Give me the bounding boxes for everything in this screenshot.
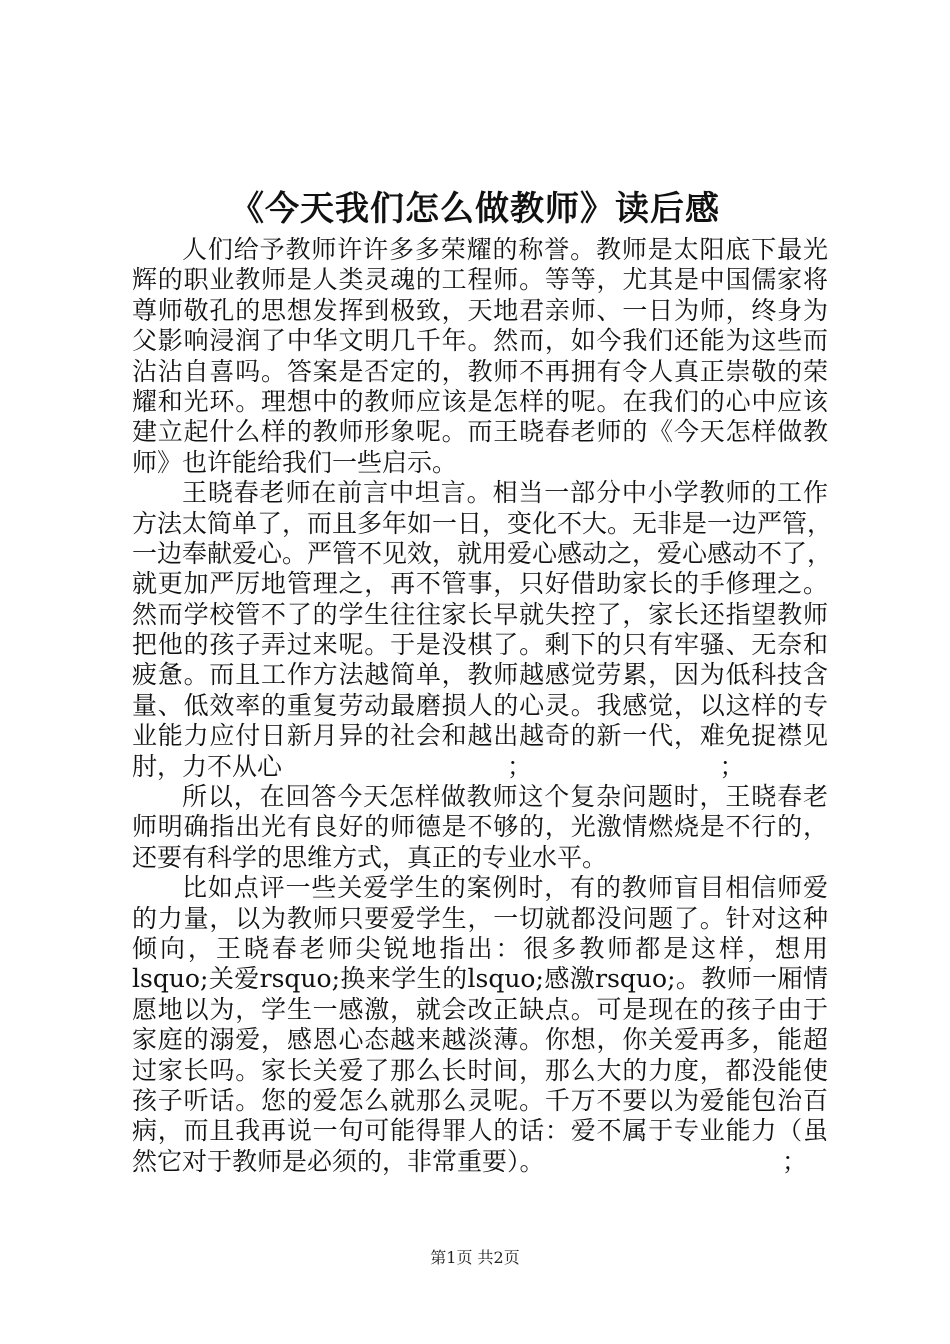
text-line: 方法太简单了，而且多年如一日，变化不大。无非是一边严管， [132,508,833,538]
text-line: 业能力应付日新月异的社会和越出越奇的新一代，难免捉襟见 [132,721,828,751]
text-line: 然它对于教师是必须的，非常重要）。 ； [132,1146,808,1176]
text-line: 病，而且我再说一句可能得罪人的话：爱不属于专业能力（虽 [132,1116,828,1146]
text-line: 所以，在回答今天怎样做教师这个复杂问题时，王晓春老 [182,782,828,812]
text-line: 父影响浸润了中华文明几千年。然而，如今我们还能为这些而 [132,326,828,356]
text-line: 耀和光环。理想中的教师应该是怎样的呢。在我们的心中应该 [132,386,828,416]
text-line: 尊师敬孔的思想发挥到极致，天地君亲师、一日为师，终身为 [132,295,828,325]
document-body [132,235,833,1177]
text-line: 辉的职业教师是人类灵魂的工程师。等等，尤其是中国儒家将 [132,265,828,295]
text-line: 建立起什么样的教师形象呢。而王晓春老师的《今天怎样做教 [132,417,828,447]
text-line: 然而学校管不了的学生往往家长早就失控了，家长还指望教师 [132,599,828,629]
text-line: lsquo;关爱rsquo;换来学生的lsquo;感激rsquo;。教师一厢情 [132,964,828,994]
text-line: 沾沾自喜吗。答案是否定的，教师不再拥有令人真正崇敬的荣 [132,356,828,386]
text-line: 人们给予教师许许多多荣耀的称誉。教师是太阳底下最光 [182,235,828,264]
text-line: 王晓春老师在前言中坦言。相当一部分中小学教师的工作 [182,478,828,508]
text-line: 量、低效率的重复劳动最磨损人的心灵。我感觉，以这样的专 [132,690,828,720]
document-title: 《今天我们怎么做教师》读后感 [230,189,720,229]
text-line: 家庭的溺爱，感恩心态越来越淡薄。你想，你关爱再多，能超 [132,1025,828,1055]
text-line: 就更加严厉地管理之，再不管事，只好借助家长的手修理之。 [132,569,828,599]
page-footer: 第1页 共2页 [430,1248,520,1267]
text-line: 比如点评一些关爱学生的案例时，有的教师盲目相信师爱 [182,873,828,903]
text-line: 愿地以为，学生一感激，就会改正缺点。可是现在的孩子由于 [132,994,828,1024]
text-line: 师》也许能给我们一些启示。 [132,447,458,477]
text-line: 过家长吗。家长关爱了那么长时间，那么大的力度，都没能使 [132,1055,828,1085]
text-line: 的力量，以为教师只要爱学生，一切就都没问题了。针对这种 [132,903,828,933]
text-line: 还要有科学的思维方式，真正的专业水平。 [132,842,608,872]
text-line: 把他的孩子弄过来呢。于是没棋了。剩下的只有牢骚、无奈和 [132,630,828,660]
text-line: 肘，力不从心 ； ； [132,751,745,781]
text-line: 孩子听话。您的爱怎么就那么灵呢。千万不要以为爱能包治百 [132,1085,828,1115]
text-line: 疲惫。而且工作方法越简单，教师越感觉劳累，因为低科技含 [132,660,828,690]
text-line: 师明确指出光有良好的师德是不够的，光激情燃烧是不行的， [132,812,828,842]
text-line: 一边奉献爱心。严管不见效，就用爱心感动之，爱心感动不了， [132,538,833,568]
text-line: 倾向，王晓春老师尖锐地指出：很多教师都是这样，想用 [132,933,828,963]
